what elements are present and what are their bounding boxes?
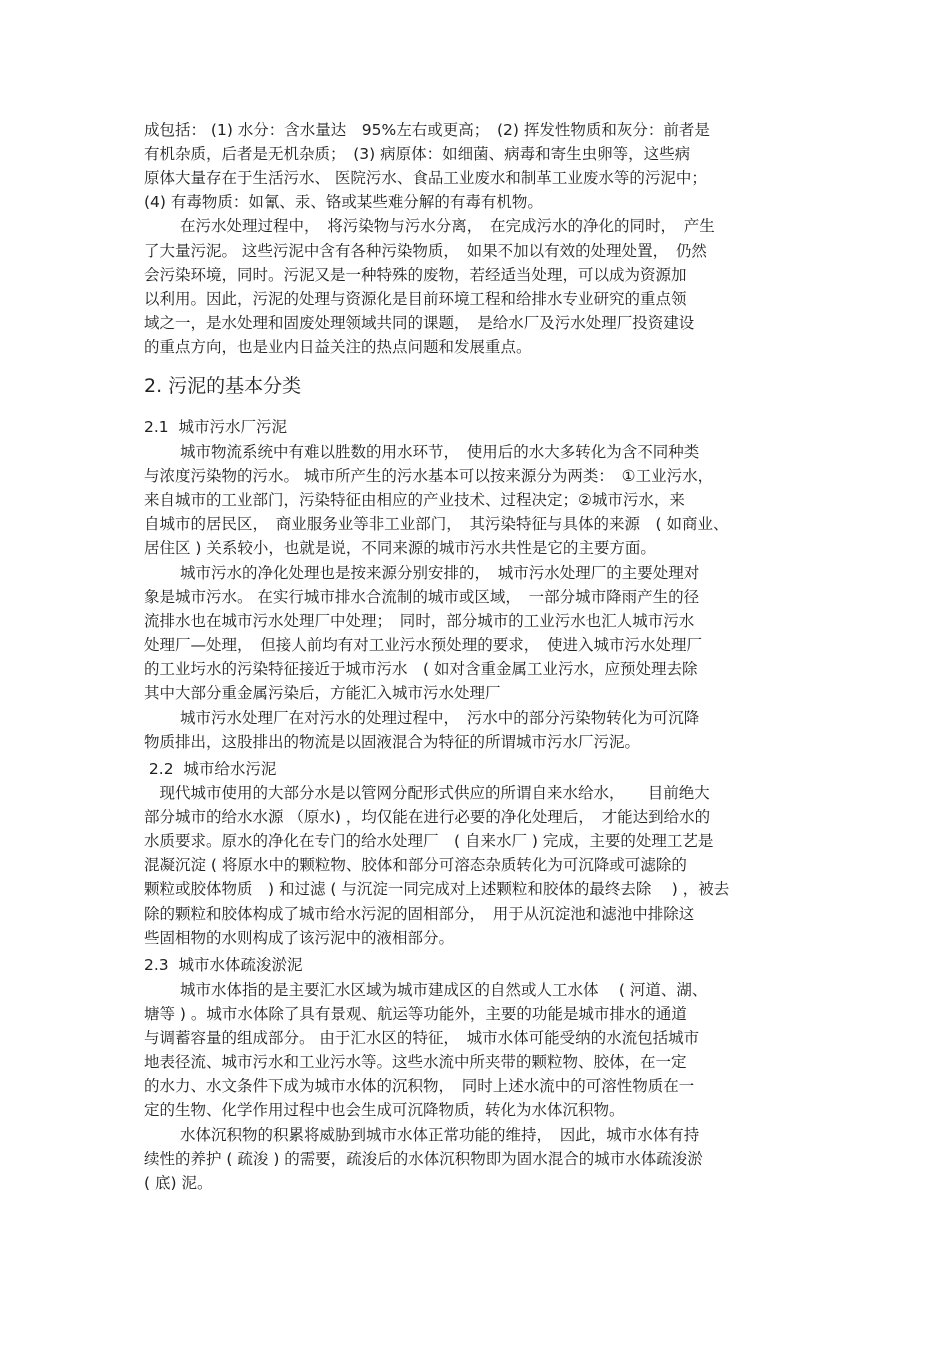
text-line: 的水力、水文条件下成为城市水体的沉积物， 同时上述水流中的可溶性物质在一 xyxy=(144,1077,695,1095)
text-line: (4) 有毒物质：如氰、汞、铬或某些难分解的有毒有机物。 xyxy=(144,193,543,211)
text-line: 自城市的居民区， 商业服务业等非工业部门， 其污染特征与具体的来源 ( 如商业、 xyxy=(144,515,729,533)
text-line: 原体大量存在于生活污水、 医院污水、食品工业废水和制革工业废水等的污泥中； xyxy=(144,169,707,187)
text-line: 流排水也在城市污水处理厂中处理； 同时，部分城市的工业污水也汇人城市污水 xyxy=(144,612,695,630)
text-line: 与浓度污染物的污水。 城市所产生的污水基本可以按来源分为两类： ①工业污水， xyxy=(144,467,714,485)
text-line: 的工业圬水的污染特征接近于城市污水 ( 如对含重金属工业污水，应预处理去除 xyxy=(144,660,698,678)
text-line: 除的颗粒和胶体构成了城市给水污泥的固相部分， 用于从沉淀池和滤池中排除这 xyxy=(144,905,695,923)
text-line: 了大量污泥。 这些污泥中含有各种污染物质， 如果不加以有效的处理处置， 仍然 xyxy=(144,242,707,260)
text-line: 城市水体指的是主要汇水区域为城市建成区的自然或人工水体 ( 河道、湖、 xyxy=(180,981,708,999)
text-line: 其中大部分重金属污染后，方能汇入城市污水处理厂 xyxy=(144,684,501,702)
text-line: 续性的养护 ( 疏浚 ) 的需要，疏浚后的水体沉积物即为固水混合的城市水体疏浚淤 xyxy=(144,1150,703,1168)
text-line: 物质排出，这股排出的物流是以固液混合为特征的所谓城市污水厂污泥。 xyxy=(144,733,641,751)
text-line: 混凝沉淀 ( 将原水中的颗粒物、胶体和部分可溶态杂质转化为可沉降或可滤除的 xyxy=(144,856,687,874)
text-line: 城市物流系统中有难以胜数的用水环节， 使用后的水大多转化为含不同种类 xyxy=(180,443,700,461)
section-heading: 2. 污泥的基本分类 xyxy=(144,375,302,397)
text-line: 在污水处理过程中， 将污染物与污水分离， 在完成污水的净化的同时， 产生 xyxy=(180,217,715,235)
text-line: 城市污水处理厂在对污水的处理过程中， 污水中的部分污染物转化为可沉降 xyxy=(180,709,700,727)
subsection-heading: 2.3 城市水体疏浚淤泥 xyxy=(144,956,303,974)
text-line: 有机杂质，后者是无机杂质； (3) 病原体：如细菌、病毒和寄生虫卵等，这些病 xyxy=(144,145,691,163)
text-line: 域之一，是水处理和固废处理领域共同的课题， 是给水厂及污水处理厂投资建设 xyxy=(144,314,695,332)
text-line: 部分城市的给水水源 （原水) ，均仅能在进行必要的净化处理后， 才能达到给水的 xyxy=(144,808,711,826)
subsection-heading: 2.2 城市给水污泥 xyxy=(144,760,277,778)
subsection-heading: 2.1 城市污水厂污泥 xyxy=(144,418,288,436)
text-line: 来自城市的工业部门，污染特征由相应的产业技术、过程决定；②城市污水，来 xyxy=(144,491,685,509)
text-line: 城市污水的净化处理也是按来源分别安排的， 城市污水处理厂的主要处理对 xyxy=(180,564,700,582)
text-line: 颗粒或胶体物质 ) 和过滤 ( 与沉淀一同完成对上述颗粒和胶体的最终去除 ) ，被去 xyxy=(144,880,730,898)
text-line: 的重点方向，也是业内日益关注的热点问题和发展重点。 xyxy=(144,338,532,356)
text-line: 些固相物的水则构成了该污泥中的液相部分。 xyxy=(144,929,455,947)
text-line: 定的生物、化学作用过程中也会生成可沉降物质，转化为水体沉积物。 xyxy=(144,1101,625,1119)
text-line: 会污染环境，同时。污泥又是一种特殊的废物，若经适当处理，可以成为资源加 xyxy=(144,266,687,284)
text-line: 现代城市使用的大部分水是以管网分配形式供应的所谓自来水给水， 目前绝大 xyxy=(144,784,710,802)
text-line: 地表径流、城市污水和工业污水等。这些水流中所夹带的颗粒物、胶体，在一定 xyxy=(144,1053,687,1071)
text-line: 以利用。因此，污泥的处理与资源化是目前环境工程和给排水专业研究的重点领 xyxy=(144,290,687,308)
text-line: 成包括： (1) 水分：含水量达 95%左右或更高； (2) 挥发性物质和灰分：前者是 xyxy=(144,121,710,139)
text-line: 居住区 ) 关系较小，也就是说，不同来源的城市污水共性是它的主要方面。 xyxy=(144,539,656,557)
text-line: ( 底) 泥。 xyxy=(144,1174,213,1192)
text-line: 水体沉积物的积累将威胁到城市水体正常功能的维持， 因此，城市水体有持 xyxy=(180,1126,700,1144)
text-line: 塘等 ) 。城市水体除了具有景观、航运等功能外，主要的功能是城市排水的通道 xyxy=(144,1005,687,1023)
text-line: 水质要求。原水的净化在专门的给水处理厂 ( 自来水厂 ) 完成，主要的处理工艺是 xyxy=(144,832,714,850)
text-line: 与调蓄容量的组成部分。 由于汇水区的特征， 城市水体可能受纳的水流包括城市 xyxy=(144,1029,700,1047)
text-line: 象是城市污水。 在实行城市排水合流制的城市或区域， 一部分城市降雨产生的径 xyxy=(144,588,700,606)
text-line: 处理厂—处理， 但接人前均有对工业污水预处理的要求， 使进入城市污水处理厂 xyxy=(144,636,703,654)
